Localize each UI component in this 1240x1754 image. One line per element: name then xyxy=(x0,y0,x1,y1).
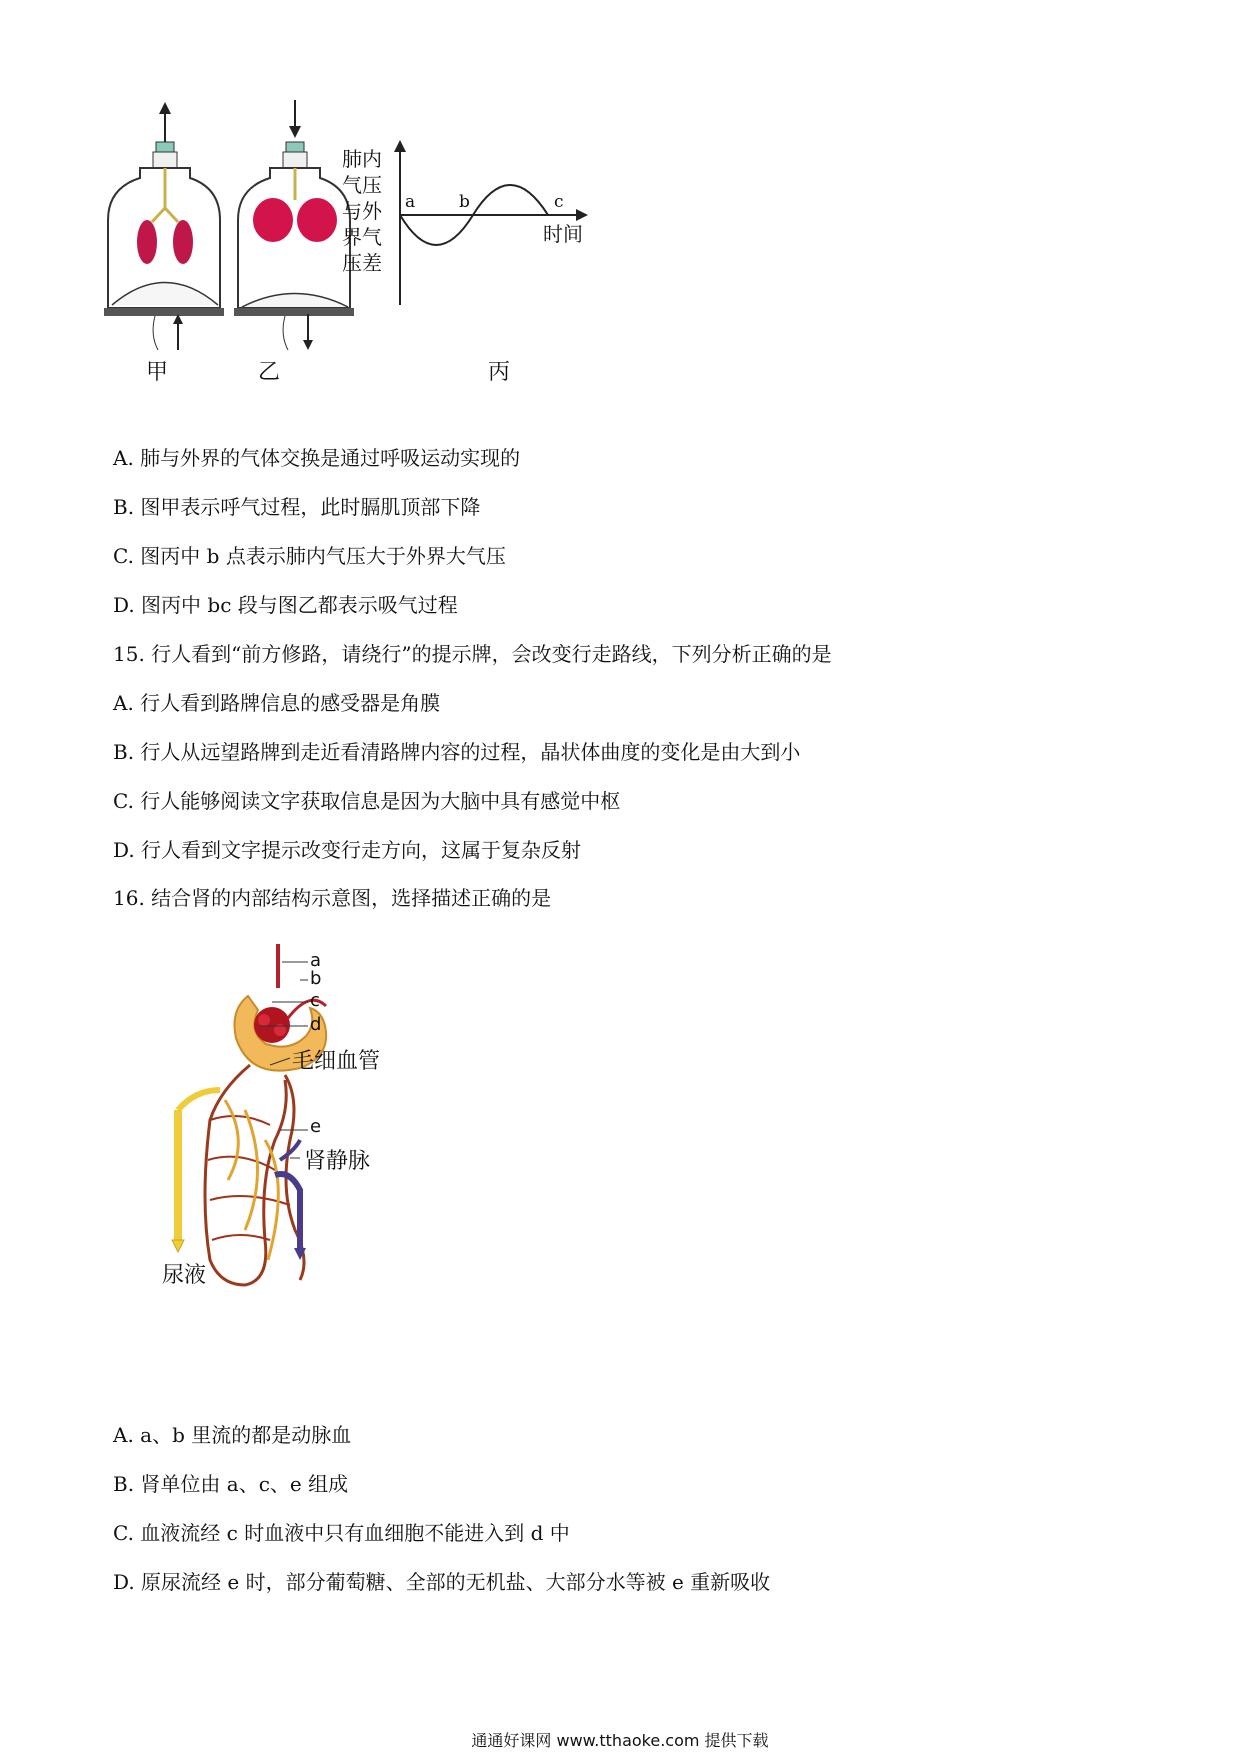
bell-jar-yi xyxy=(234,100,354,350)
bell-jar-jia xyxy=(104,102,224,350)
nephron-label-e: e xyxy=(310,1116,322,1137)
y-axis-label-line: 界气 xyxy=(342,225,382,249)
q16-option-d: D. 原尿流经 e 时，部分葡萄糖、全部的无机盐、大部分水等被 e 重新吸收 xyxy=(113,1570,771,1594)
q14-option-a: A. 肺与外界的气体交换是通过呼吸运动实现的 xyxy=(113,446,521,470)
nephron-label-a: a xyxy=(310,950,322,971)
page-footer: 通通好课网 www.tthaoke.com 提供下载 xyxy=(471,1731,769,1750)
q15-option-c: C. 行人能够阅读文字获取信息是因为大脑中具有感觉中枢 xyxy=(113,789,621,813)
nephron-label-b: b xyxy=(310,968,322,989)
x-axis-label: 时间 xyxy=(543,222,583,246)
q14-option-d: D. 图丙中 bc 段与图乙都表示吸气过程 xyxy=(113,593,458,617)
q15-option-b: B. 行人从远望路牌到走近看清路牌内容的过程，晶状体曲度的变化是由大到小 xyxy=(113,740,801,764)
q16-option-a: A. a、b 里流的都是动脉血 xyxy=(113,1423,352,1447)
nephron-label-c: c xyxy=(310,990,320,1011)
figure-label-jia: 甲 xyxy=(146,360,169,385)
point-label-c: c xyxy=(554,192,564,212)
q15-option-d: D. 行人看到文字提示改变行走方向，这属于复杂反射 xyxy=(113,838,582,862)
q15-stem: 15. 行人看到“前方修路，请绕行”的提示牌，会改变行走路线，下列分析正确的是 xyxy=(113,642,832,666)
figure-label-bing: 丙 xyxy=(488,360,511,385)
y-axis-label-line: 压差 xyxy=(342,251,382,275)
nephron-label-urine: 尿液 xyxy=(162,1263,207,1288)
q14-option-b: B. 图甲表示呼气过程，此时膈肌顶部下降 xyxy=(113,495,481,519)
point-label-b: b xyxy=(459,192,470,212)
breathing-figure xyxy=(100,100,680,390)
breathing-figure-svg xyxy=(100,100,680,390)
y-axis-label-line: 与外 xyxy=(342,199,382,223)
q14-option-c: C. 图丙中 b 点表示肺内气压大于外界大气压 xyxy=(113,544,506,568)
point-label-a: a xyxy=(405,192,416,212)
nephron-label-d: d xyxy=(310,1014,322,1035)
y-axis-label-line: 肺内 xyxy=(342,147,382,171)
y-axis-label xyxy=(342,146,382,276)
q16-option-b: B. 肾单位由 a、c、e 组成 xyxy=(113,1472,349,1496)
q16-stem: 16. 结合肾的内部结构示意图，选择描述正确的是 xyxy=(113,886,552,910)
nephron-label-capillary: 毛细血管 xyxy=(292,1049,381,1074)
y-axis-label-line: 气压 xyxy=(342,173,382,197)
figure-label-yi: 乙 xyxy=(258,360,281,385)
q15-option-a: A. 行人看到路牌信息的感受器是角膜 xyxy=(113,691,441,715)
nephron-label-renal-vein: 肾静脉 xyxy=(304,1149,371,1174)
q16-option-c: C. 血液流经 c 时血液中只有血细胞不能进入到 d 中 xyxy=(113,1521,570,1545)
nephron-figure xyxy=(150,940,450,1320)
